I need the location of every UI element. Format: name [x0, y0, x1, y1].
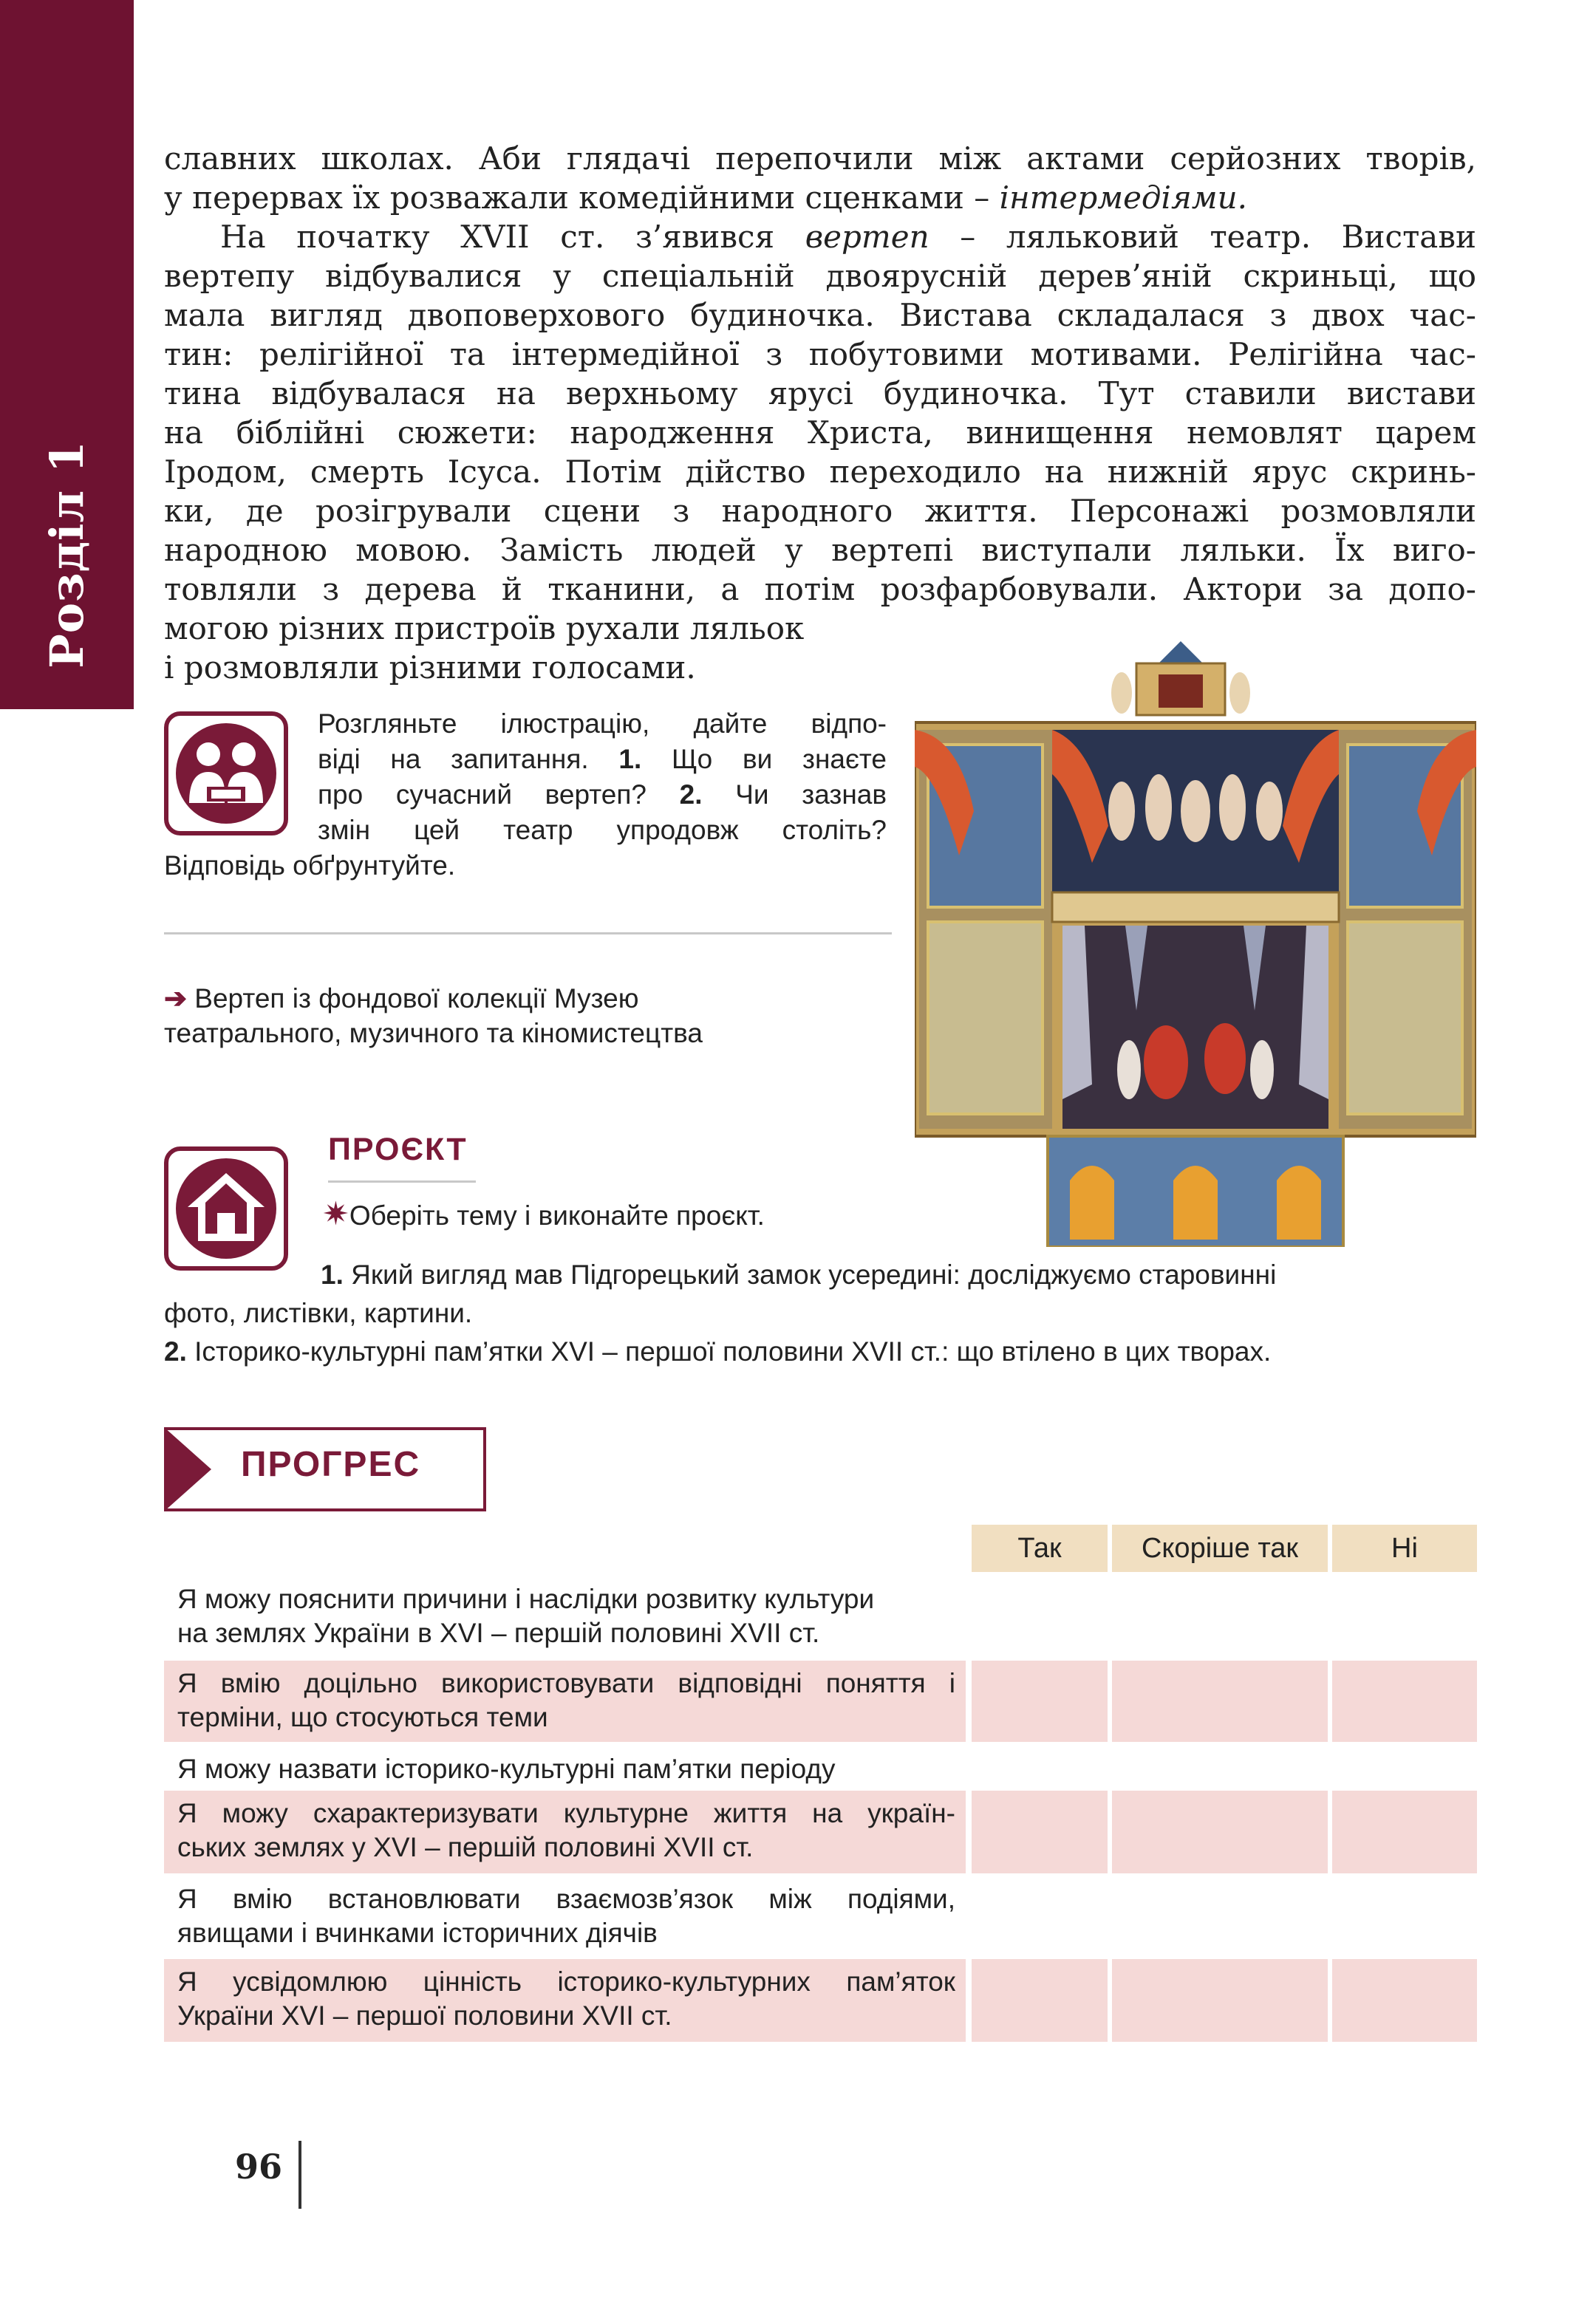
- body-line: могою різних пристроїв рухали ляльок: [164, 610, 805, 646]
- project-intro: ✷Оберіть тему і виконайте проєкт.: [322, 1196, 765, 1232]
- project-item-1: 1. Який вигляд мав Підгорецький замок усередині: досліджуємо старовинні: [321, 1260, 1277, 1290]
- body-line: і розмовляли різними голосами.: [164, 649, 696, 686]
- project-title: ПРОЄКТ: [328, 1132, 468, 1167]
- column-header-yes: Так: [972, 1525, 1108, 1572]
- body-line: На початку XVII ст. з’явився вертеп – ляльковий театр. Вистави: [220, 219, 1476, 255]
- star-icon: ✷: [322, 1196, 349, 1232]
- table-row: Я можу пояснити причини і наслідки розвитку культури на землях України в XVI – першій половині XVII ст.: [177, 1584, 875, 1648]
- body-line: товляли з дерева й тканини, а потім розфарбовували. Актори за допо-: [164, 571, 1476, 607]
- section-label: Розділ 1: [40, 440, 95, 669]
- cell-no[interactable]: [1332, 1959, 1477, 2042]
- cell-yes[interactable]: [972, 1959, 1108, 2042]
- question-line: про сучасний вертеп? 2. Чи зазнав: [318, 779, 887, 810]
- body-line: на біблійні сюжети: народження Христа, винищення немовлят царем: [164, 414, 1476, 451]
- progress-arrow-icon: [164, 1427, 216, 1511]
- body-line: Іродом, смерть Ісуса. Потім дійство переходило на нижній ярус скринь-: [164, 454, 1476, 490]
- body-line: у перервах їх розважали комедійними сценками – інтермедіями.: [164, 180, 1248, 216]
- table-row: Я вмію доцільно використовувати відповідні поняття і терміни, що стосуються теми: [177, 1668, 955, 1732]
- cell-yes[interactable]: [972, 1661, 1108, 1742]
- page-number: 96: [235, 2147, 283, 2187]
- progress-title: ПРОГРЕС: [241, 1445, 421, 1484]
- cell-rather-yes[interactable]: [1112, 1791, 1328, 1873]
- term-intermedia: інтермедіями.: [999, 180, 1248, 216]
- table-row: Я вмію встановлювати взаємозв’язок між подіями, явищами і вчинками історичних діячів: [177, 1884, 955, 1948]
- column-header-no: Ні: [1332, 1525, 1477, 1572]
- table-row: Я усвідомлюю цінність історико-культурних пам’яток України XVI – першої половини XVII ст.: [177, 1966, 955, 2031]
- term-vertep: вертеп: [805, 219, 929, 255]
- project-icon-box: [164, 1146, 288, 1271]
- question-text: [318, 706, 887, 848]
- body-line: славних школах. Аби глядачі перепочили між актами серйозних творів,: [164, 140, 1476, 177]
- column-header-rather-yes: Скоріше так: [1112, 1525, 1328, 1572]
- question-line: віді на запитання. 1. Що ви знаєте: [318, 744, 887, 774]
- table-row: Я можу назвати історико-культурні пам’ятки періоду: [177, 1754, 836, 1784]
- image-caption: ➔ Вертеп із фондової колекції Музею театрального, музичного та кіномистецтва: [164, 983, 703, 1048]
- question-line: Розгляньте ілюстрацію, дайте відпо-: [318, 708, 887, 739]
- divider: [164, 932, 892, 934]
- cell-yes[interactable]: [972, 1791, 1108, 1873]
- cell-no[interactable]: [1332, 1791, 1477, 1873]
- body-line: ки, де розігрували сцени з народного життя. Персонажі розмовляли: [164, 493, 1476, 529]
- project-title-underline: [328, 1180, 476, 1183]
- section-label-container: [0, 414, 134, 694]
- project-items: 1. Який вигляд мав Підгорецький замок усередині: досліджуємо старовинні фото, листівки, картини. 2. Історико-культурні пам’ятки XVI – першої половини XVII ст.: що втілено в цих творах.: [164, 1256, 1476, 1371]
- question-line: змін цей театр упродовж століть?: [318, 815, 887, 845]
- table-row: Я можу схарактеризувати культурне життя на україн- ських землях у XVI – першій половині XVII ст.: [177, 1798, 955, 1862]
- project-item-2: 2. Історико-культурні пам’ятки XVI – першої половини XVII ст.: що втілено в цих творах.: [164, 1336, 1272, 1367]
- body-line: тина відбувалася на верхньому ярусі будиночка. Тут ставили вистави: [164, 375, 1476, 411]
- cell-rather-yes[interactable]: [1112, 1959, 1328, 2042]
- body-line: народною мовою. Замість людей у вертепі виступали ляльки. Їх виго-: [164, 532, 1476, 568]
- question-last-line: Відповідь обґрунтуйте.: [164, 850, 456, 881]
- discussion-people-icon: [168, 716, 284, 831]
- body-line: вертепу відбувалися у спеціальній двоярусній дерев’яній скриньці, що: [164, 258, 1476, 294]
- vertep-image: [915, 641, 1476, 1247]
- vertep-puppet-theatre-illustration: [915, 641, 1476, 1247]
- page-number-divider: [299, 2141, 301, 2209]
- body-line: мала вигляд двоповерхового будиночка. Вистава складалася з двох час-: [164, 297, 1476, 333]
- arrow-right-icon: ➔: [164, 983, 188, 1014]
- cell-rather-yes[interactable]: [1112, 1661, 1328, 1742]
- house-icon: [168, 1151, 284, 1266]
- body-text: [164, 139, 1476, 687]
- cell-no[interactable]: [1332, 1661, 1477, 1742]
- body-line: тин: релігійної та інтермедійної з побутовими мотивами. Релігійна час-: [164, 336, 1476, 372]
- discussion-icon-box: [164, 711, 288, 835]
